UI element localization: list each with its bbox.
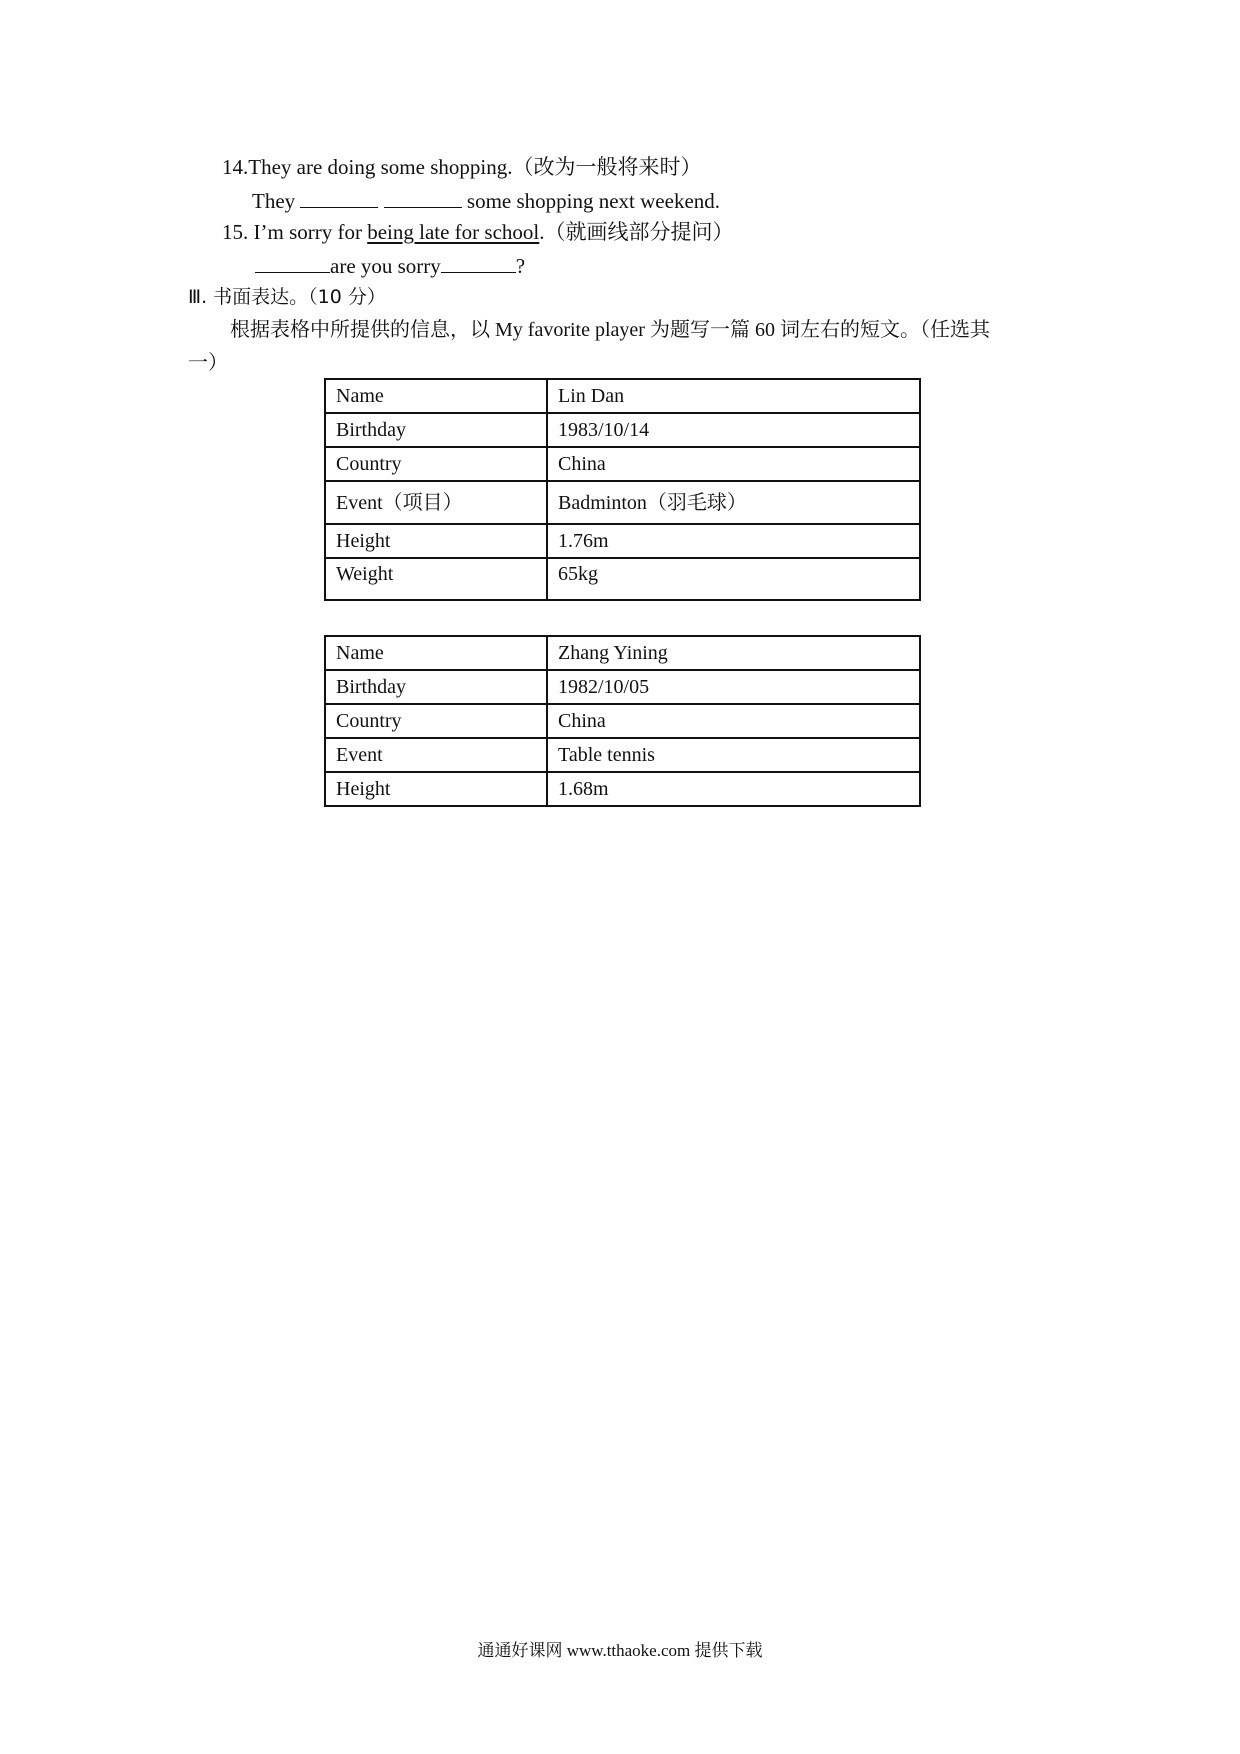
table-row xyxy=(325,379,920,413)
table-row xyxy=(325,413,920,447)
q15-blank-2[interactable] xyxy=(441,254,516,273)
table-row xyxy=(325,524,920,558)
q15-underlined-phrase: being late for school xyxy=(367,220,540,244)
table-cell-key: Birthday xyxy=(325,413,547,447)
question-15-answer xyxy=(255,253,525,279)
q14-answer-prefix: They xyxy=(252,189,296,213)
table-cell-value: Lin Dan xyxy=(547,379,920,413)
q14-answer-suffix: some shopping next weekend. xyxy=(466,189,721,213)
table-row xyxy=(325,558,920,600)
q14-instruction: （改为一般将来时） xyxy=(512,155,702,179)
question-14-answer xyxy=(252,188,720,214)
q14-blank-2[interactable] xyxy=(384,189,462,208)
question-14 xyxy=(222,154,701,180)
table-cell-value: Zhang Yining xyxy=(547,636,920,670)
q15-blank-1[interactable] xyxy=(255,254,330,273)
table-cell-value: 65kg xyxy=(547,558,920,600)
table-row xyxy=(325,670,920,704)
table-cell-value: Table tennis xyxy=(547,738,920,772)
table-cell-value: China xyxy=(547,704,920,738)
table-cell-key: Event xyxy=(325,738,547,772)
table-row xyxy=(325,738,920,772)
table-cell-key: Weight xyxy=(325,558,547,600)
section-3-prompt-line-2: 一） xyxy=(188,352,228,374)
question-15 xyxy=(222,219,734,245)
table-cell-key: Name xyxy=(325,379,547,413)
table-cell-key: Height xyxy=(325,772,547,806)
table-row xyxy=(325,447,920,481)
table-row xyxy=(325,636,920,670)
table-cell-value: 1.68m xyxy=(547,772,920,806)
table-cell-value: Badminton（羽毛球） xyxy=(547,481,920,524)
q15-suffix: . xyxy=(539,220,545,244)
table-cell-key: Country xyxy=(325,447,547,481)
table-row xyxy=(325,704,920,738)
q15-answer-end: ? xyxy=(515,254,526,278)
player-table-zhang-yining xyxy=(324,635,921,807)
q15-answer-mid: are you sorry xyxy=(330,254,441,278)
table-cell-key: Name xyxy=(325,636,547,670)
table-cell-key: Height xyxy=(325,524,547,558)
table-cell-key: Country xyxy=(325,704,547,738)
q15-instruction: （就画线部分提问） xyxy=(544,220,734,244)
table-cell-value: 1983/10/14 xyxy=(547,413,920,447)
table-cell-key: Birthday xyxy=(325,670,547,704)
page-footer: 通通好课网 www.tthaoke.com 提供下载 xyxy=(477,1641,763,1660)
table-row xyxy=(325,481,920,524)
player-table-lin-dan xyxy=(324,378,921,601)
table-row xyxy=(325,772,920,806)
table-cell-value: 1982/10/05 xyxy=(547,670,920,704)
section-3-prompt-line-1: 根据表格中所提供的信息，以 My favorite player 为题写一篇 60 词左右的短文。（任选其 xyxy=(230,319,990,341)
q15-prefix: 15. I’m sorry for xyxy=(222,220,368,244)
table-cell-key: Event（项目） xyxy=(325,481,547,524)
q14-sentence: 14.They are doing some shopping. xyxy=(222,155,513,179)
section-3-heading: Ⅲ. 书面表达。（10 分） xyxy=(188,286,386,308)
table-cell-value: 1.76m xyxy=(547,524,920,558)
table-cell-value: China xyxy=(547,447,920,481)
q14-blank-1[interactable] xyxy=(300,189,378,208)
